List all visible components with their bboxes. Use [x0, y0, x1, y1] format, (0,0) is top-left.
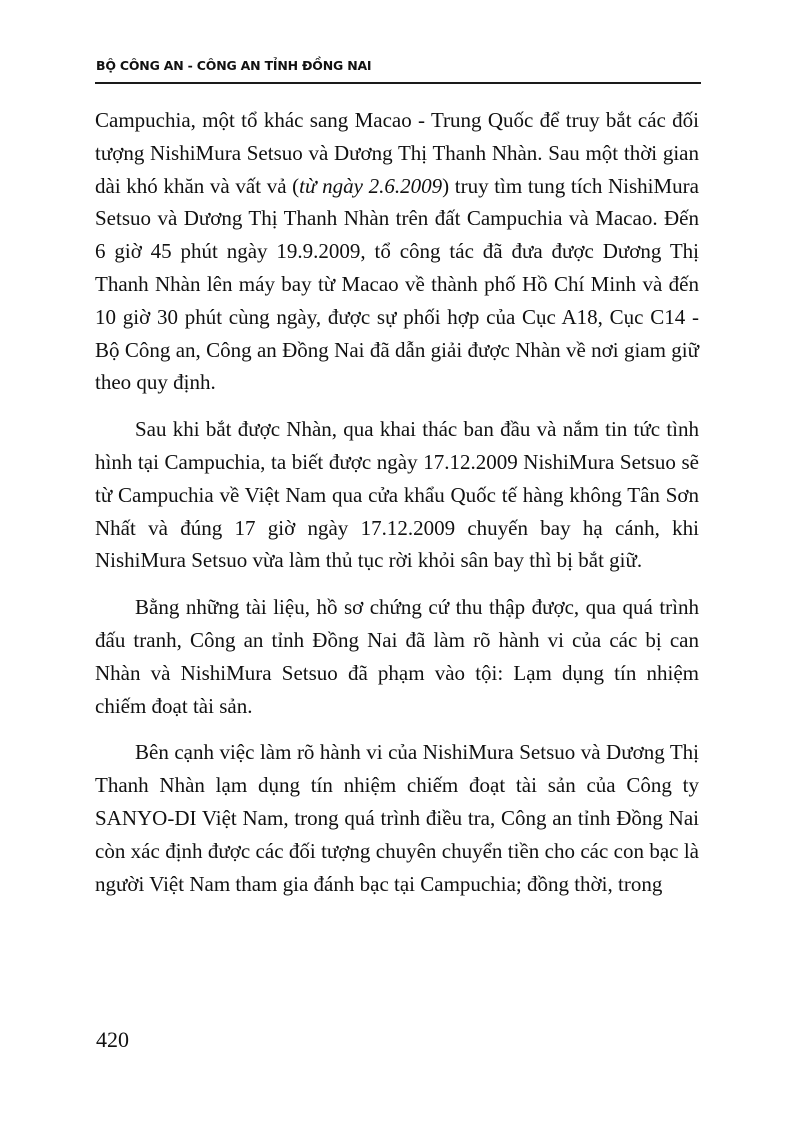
paragraph-1-text-b: ) truy tìm tung tích NishiMura Setsuo và Dương Thị Thanh Nhàn trên đất Campuchia và Macao. Đến 6 giờ 45 phút ngày 19.9.2009, tổ công tác đã đưa được Dương Thị Thanh Nhàn lên máy bay từ Macao về thành phố Hồ Chí Minh và đến 10 giờ 30 phút cùng ngày, được sự phối hợp của Cục A18, Cục C14 - Bộ Công an, Công an Đồng Nai đã dẫn giải được Nhàn về nơi giam giữ theo quy định.	[95, 173, 699, 395]
paragraph-2-text: Sau khi bắt được Nhàn, qua khai thác ban đầu và nắm tin tức tình hình tại Campuchia, ta biết được ngày 17.12.2009 NishiMura Setsuo sẽ từ Campuchia về Việt Nam qua cửa khẩu Quốc tế hàng không Tân Sơn Nhất và đúng 17 giờ ngày 17.12.2009 chuyến bay hạ cánh, khi NishiMura Setsuo vừa làm thủ tục rời khỏi sân bay thì bị bắt giữ.	[95, 417, 699, 573]
body-text	[95, 104, 699, 914]
paragraph-4-text: Bên cạnh việc làm rõ hành vi của NishiMura Setsuo và Dương Thị Thanh Nhàn lạm dụng tín nhiệm chiếm đoạt tài sản của Công ty SANYO-DI Việt Nam, trong quá trình điều tra, Công an tỉnh Đồng Nai còn xác định được các đối tượng chuyên chuyển tiền cho các con bạc là người Việt Nam tham gia đánh bạc tại Campuchia; đồng thời, trong	[95, 740, 699, 896]
paragraph-4	[95, 736, 699, 900]
paragraph-3	[95, 591, 699, 722]
paragraph-3-text: Bằng những tài liệu, hồ sơ chứng cứ thu thập được, qua quá trình đấu tranh, Công an tỉnh Đồng Nai đã làm rõ hành vi của các bị can Nhàn và NishiMura Setsuo đã phạm vào tội: Lạm dụng tín nhiệm chiếm đoạt tài sản.	[95, 595, 699, 718]
paragraph-1	[95, 104, 699, 399]
page-number: 420	[96, 1027, 129, 1052]
paragraph-2	[95, 413, 699, 577]
running-header: BỘ CÔNG AN - CÔNG AN TỈNH ĐỒNG NAI	[96, 58, 372, 73]
header-rule	[95, 82, 701, 84]
paragraph-1-date-italic: từ ngày 2.6.2009	[299, 173, 443, 198]
paragraph-1-text-a: Campuchia, một tổ khác sang Macao - Trung Quốc để truy bắt các đối tượng NishiMura Setsuo và Dương Thị Thanh Nhàn. Sau một thời gian dài khó khăn và vất vả (	[95, 108, 699, 198]
